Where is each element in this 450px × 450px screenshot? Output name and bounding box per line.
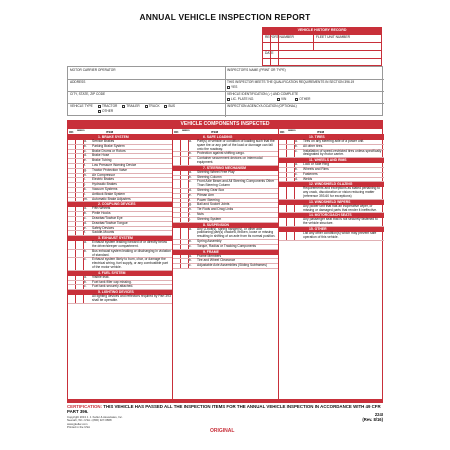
other-type-checkbox[interactable]: OTHER [98,109,113,113]
item-letter: c. [295,148,298,153]
section-header: 9. FRAME [173,250,278,255]
lic-plate-checkbox[interactable]: LIC. PLATE NO. [227,97,254,101]
item-text: Requirements and exceptions as stated pertaining to any crack, discoloration or vision reducing matter (reference 393.60 for exceptions) [303,186,380,198]
item-letter: a. [189,226,192,231]
item-text: Container securement devices on intermodal equipment. [197,156,263,164]
item-letter: b. [189,258,192,263]
item-letter: a. [84,240,87,245]
item-letter: a. [295,139,298,143]
item-text: Safety Devices [92,225,114,230]
item-text: Any U-bolt(s), spring hanger(s), or other axle positioning part(s) cracked, broken, loose or missing resulting in shifting of an axle from its normal position. [197,226,276,239]
item-text: Service Brakes [92,139,115,143]
item-letter: c. [189,263,192,268]
item-letter: f. [189,197,191,202]
item-text: Saddle-Mounts [92,230,115,235]
checkbox-icon [227,86,230,89]
item-letter: a. [189,253,192,258]
item-letter: g. [84,167,87,172]
item-text: Spring Assembly [197,238,222,243]
item-text: Bus exhaust system leaking or discharging in violation of standard. [92,248,171,257]
checkbox-icon [98,110,101,113]
inspection-item[interactable] [279,150,384,159]
item-text: Visible leak. [92,274,110,279]
inspection-item[interactable] [279,187,384,199]
item-letter: a. [84,206,87,211]
item-text: Frame Members [197,253,222,258]
item-letter: m. [84,196,88,201]
certification-label: CERTIFICATION: [67,404,103,409]
item-letter: j. [189,216,191,221]
item-text: Nuts [197,211,204,216]
date-label: DATE [265,51,274,55]
section-header: 7. STEERING MECHANISM [173,166,278,171]
item-letter: c. [84,215,87,220]
inspector-name-label: INSPECTOR'S NAME (PRINT OR TYPE) [227,68,286,72]
item-letter: c. [295,171,298,176]
report-number-label: REPORT NUMBER [265,35,294,39]
form-number [356,412,383,422]
history-row[interactable] [263,35,381,43]
inspection-item[interactable] [279,205,384,214]
item-text: Drawbar/Towbar Eye [92,215,123,220]
item-text: Tractor Protection Valve [92,167,127,172]
item-text: Electric Brakes [92,177,114,182]
column-header: OK NEEDS ITEM [173,129,278,135]
section-header: 10. TIRES [279,135,384,140]
history-box [262,34,382,66]
item-text: Fuel tank filler cap missing. [92,279,132,284]
item-text: Exhaust system likely to burn, char, or damage the electrical wiring, fuel supply, or any combustible part of the motor vehicle. [92,257,168,269]
history-header: VEHICLE HISTORY RECORD [262,27,382,34]
item-text: Vacuum Systems [92,186,118,191]
item-text: Steering Column [197,174,222,179]
vehicle-id-label: VEHICLE IDENTIFICATION (✓) AND COMPLETE [227,92,299,96]
printed-text: Printed in the USA [67,425,91,430]
inspection-item[interactable] [279,232,384,241]
item-text: Tires on any steering axle of a power unit. [303,139,365,143]
item-letter: c. [84,284,87,289]
item-letter: b. [295,166,298,171]
item-letter: c. [84,257,87,262]
item-text: Parking Brake System [92,143,125,148]
item-letter: a. [84,274,87,279]
section-header: 3. EXHAUST SYSTEM [68,236,172,241]
section-header: 8. SUSPENSION [173,223,278,228]
inspection-item[interactable] [173,157,278,166]
header-block [67,66,383,116]
truck-checkbox[interactable]: TRUCK [145,104,160,108]
inspection-item[interactable] [279,218,384,227]
item-text: Air Compressor [92,172,115,177]
item-letter: c. [189,179,192,184]
section-header: 5. LIGHTING DEVICES [68,290,172,295]
item-letter: d. [84,220,87,225]
item-text: Pintle Hooks [92,211,111,216]
item-letter: f. [84,230,86,235]
item-letter: h. [84,172,87,177]
section-header: 1. BRAKE SYSTEM [68,135,172,140]
item-letter: b. [189,174,192,179]
item-letter: d. [189,187,192,192]
item-text: Drawbar/Towbar Tongue [92,220,128,225]
item-text: Hydraulic Brakes [92,182,117,187]
item-text: Any passenger seat that is not securely fastened to the vehicle structure. [303,217,378,226]
item-text: Any power unit that has an inoperative wiper, or missing or damaged parts that render it ineffective. [303,203,377,212]
components-bar: VEHICLE COMPONENTS INSPECTED [67,120,383,128]
agency-label: INSPECTION AGENCY/LOCATION (OPTIONAL) [227,104,297,108]
item-letter: d. [84,153,87,158]
column-header: OK NEEDS ITEM [279,129,384,135]
copyright-text: Copyright 2013 J. J. Keller & Associates, Inc. [67,415,123,419]
original-label: ORIGINAL [210,428,235,434]
item-text: Low Pressure Warning Device [92,162,137,167]
item-text: Brake Tubing [92,158,112,163]
item-letter: c. [84,148,87,153]
item-letter: f. [84,162,86,167]
fleet-unit-label: FLEET UNIT NUMBER [316,35,350,39]
item-letter: b. [84,279,87,284]
inspection-item[interactable] [68,295,172,304]
item-text: Adjustable Axle Assemblies (Sliding Subframes) [197,263,268,268]
inspection-item[interactable] [173,264,278,269]
item-text: Automatic Brake Adjusters [92,196,131,201]
checkbox-icon [145,105,148,108]
item-letter: b. [189,151,192,156]
item-text: Wheels and Rims [303,166,329,171]
section-header: 15. OTHER [279,227,384,232]
item-text: Power Steering [197,197,220,202]
item-letter: a. [84,139,87,143]
form-title: ANNUAL VEHICLE INSPECTION REPORT [139,12,311,22]
item-letter: b. [84,211,87,216]
item-letter: i. [189,211,191,216]
item-letter: a. [189,169,192,174]
item-text: Fifth Wheels [92,206,111,211]
item-letter: e. [189,192,192,197]
item-letter: a. [295,162,298,167]
item-text: Exhaust system leaking forward of or directly below the driver/sleeper compartment. [92,240,167,248]
column-header: OK NEEDS ITEM [68,129,172,135]
section-header: 6. SAFE LOADING [173,135,278,140]
item-letter: j. [84,182,86,187]
instructions-bar [67,399,383,403]
motor-carrier-label: MOTOR CARRIER OPERATOR [70,68,116,72]
certification-text: THIS VEHICLE HAS PASSED ALL THE INSPECTION ITEMS FOR THE ANNUAL VEHICLE INSPECTION IN ACCORDANCE WITH 49 CFR PART 396. [67,404,381,415]
section-header: 4. FUEL SYSTEM [68,271,172,276]
checkbox-icon [122,105,125,108]
footer-info [67,416,123,430]
item-text: Tire and Wheel Clearance [197,258,236,263]
item-letter: e. [84,158,87,163]
components-grid [67,128,383,400]
item-text: Fasteners [303,171,318,176]
form-no: 224I [374,412,383,417]
item-text: Antilock Brake System [92,191,125,196]
item-letter: i. [84,177,86,182]
item-text: Steering Wheel Free Play [197,169,235,174]
vehicle-type-options [98,104,175,108]
checkbox-icon [277,98,280,101]
item-letter: g. [189,202,192,207]
item-text: Protection against shifting cargo. [197,151,245,156]
item-letter: l. [84,191,86,196]
other-checkbox[interactable]: OTHER [295,97,310,101]
form-rev: (Rev. 8/16) [362,417,383,422]
item-text: Lock or Side Ring [303,162,330,167]
item-letter: b. [84,248,87,253]
item-text: Front Axle Beam and All Steering Components Other Than Steering Column [197,179,275,188]
item-text: All other tires. [303,143,324,148]
tractor-checkbox[interactable]: TRACTOR [98,104,117,108]
yes-checkbox[interactable]: YES [227,85,237,89]
section-header: 12. WINDSHIELD GLAZING [279,182,384,187]
vin-checkbox[interactable]: VIN [277,97,286,101]
web-text: www.jjkeller.com [67,421,88,426]
item-text: Ball and Socket Joints [197,202,230,207]
bus-checkbox[interactable]: BUS [164,104,175,108]
vehicle-type-label: VEHICLE TYPE [70,104,93,108]
item-text: Torque, Radius or Tracking Components [197,243,257,248]
item-text: Part(s) of vehicle or condition of loading such that the spare tire or any part of the load or dunnage can fall onto the roadway. [197,139,275,151]
item-text: Brake Hose [92,153,110,158]
vehicle-id-options [227,97,310,101]
checkbox-icon [98,105,101,108]
section-header: 14. MOTORCOACH SEATS [279,213,384,218]
item-letter: e. [84,225,87,230]
date-row[interactable] [263,51,381,59]
history-row-blank[interactable] [263,43,381,51]
column-3 [279,129,384,401]
section-header: 11. WHEELS AND RIMS [279,158,384,163]
item-letter: c. [189,243,192,248]
item-letter: b. [84,143,87,148]
item-text: Welds [303,176,313,181]
item-letter: b. [295,143,298,148]
item-text: Fuel tank securely attached. [92,284,134,289]
trailer-checkbox[interactable]: TRAILER [122,104,139,108]
item-letter: k. [84,186,87,191]
column-2 [173,129,279,401]
item-letter: c. [189,156,192,161]
item-text: All lighting devices and reflectors required by Part 393 shall be operable. [92,294,171,302]
item-letter: b. [189,238,192,243]
address-text: Neenah, WI • USA • (800) 327-6868 [67,418,112,423]
item-text: Brake Drums or Rotors [92,148,126,153]
city-label: CITY, STATE, ZIP CODE [70,92,106,96]
item-text: Pitman Arm [197,192,215,197]
inspection-item[interactable] [68,258,172,270]
item-text: Tie Rods and Drag Links [197,207,234,212]
item-text: Installation of speed-restricted tires unless specifically designated by motor carrier. [303,148,382,157]
qualified-label: THIS INSPECTOR MEETS THE QUALIFICATION REQUIREMENTS IN SECTION 396.19 [227,80,355,84]
section-header: 13. WINDSHIELD WIPERS [279,200,384,205]
section-header: 2. COUPLING DEVICES [68,202,172,207]
item-letter: a. [189,139,192,143]
item-letter: h. [189,207,192,212]
item-text: List any other condition(s) which may prevent safe operation of this vehicle. [303,230,377,239]
item-text: Steering Gear Box [197,187,225,192]
item-letter: d. [295,176,298,181]
checkbox-icon [227,98,230,101]
item-text: Steering System [197,216,222,221]
column-1 [68,129,173,401]
address-label: ADDRESS [70,80,86,84]
checkbox-icon [295,98,298,101]
certification [67,404,383,414]
